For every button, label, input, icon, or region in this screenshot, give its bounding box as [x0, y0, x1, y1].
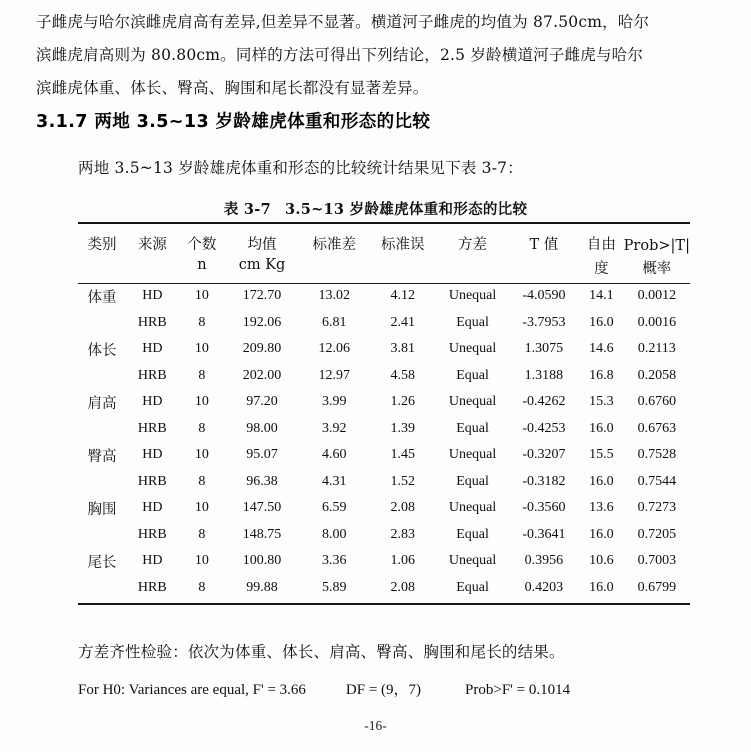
cell-stddev: 3.99	[321, 394, 347, 410]
cell-stddev: 12.97	[318, 367, 350, 383]
cell-category: 臀高	[87, 448, 117, 465]
col-subheader-mean: cm Kg	[238, 257, 286, 273]
body-paragraph-line-2: 滨雌虎肩高则为 80.80cm。同样的方法可得出下列结论，2.5 岁龄横道河子雌虎与哈尔	[36, 46, 644, 64]
cell-prob: 0.6799	[637, 579, 677, 595]
statistics-table-wrapper	[78, 224, 690, 601]
cell-prob: 0.2113	[637, 341, 676, 357]
cell-source: HRB	[137, 473, 167, 489]
cell-tvalue: 0.4203	[524, 579, 564, 595]
cell-tvalue: -0.4262	[522, 394, 566, 410]
table-caption-title: 3.5~13 岁龄雄虎体重和形态的比较	[284, 201, 528, 218]
cell-df: 16.8	[589, 367, 614, 383]
cell-source: HD	[142, 500, 163, 516]
col-subheader-stddev	[299, 256, 369, 283]
variance-test-note-cn: 方差齐性检验：依次为体重、体长、肩高、臀高、胸围和尾长的结果。	[78, 643, 565, 661]
col-header-variance: 方差	[458, 237, 488, 253]
cell-stddev: 8.00	[321, 526, 347, 542]
cell-stderr: 4.58	[390, 367, 416, 383]
cell-count: 10	[194, 500, 209, 516]
col-header-stddev: 标准差	[312, 237, 356, 253]
page-number: -16-	[364, 718, 387, 733]
cell-variance: Unequal	[448, 553, 497, 569]
cell-stderr: 2.08	[390, 500, 416, 516]
cell-df: 16.0	[589, 579, 614, 595]
cell-prob: 0.7544	[637, 473, 677, 489]
cell-variance: Equal	[456, 314, 489, 330]
cell-count: 8	[198, 367, 206, 383]
cell-stderr: 1.26	[390, 394, 416, 410]
cell-tvalue: -0.3641	[522, 526, 566, 542]
cell-source: HD	[142, 288, 163, 304]
statistics-table	[78, 224, 690, 601]
cell-variance: Equal	[456, 579, 489, 595]
cell-count: 8	[198, 420, 206, 436]
cell-category	[78, 522, 126, 549]
cell-category: 体长	[87, 342, 117, 359]
cell-tvalue: -0.3182	[522, 473, 566, 489]
table-body	[78, 283, 690, 601]
col-header-source: 来源	[137, 237, 167, 253]
cell-stderr: 4.12	[390, 288, 416, 304]
table-head	[78, 224, 690, 283]
cell-variance: Unequal	[448, 288, 497, 304]
table-bottom-rule	[78, 603, 690, 605]
cell-prob: 0.0012	[637, 288, 677, 304]
cell-mean: 148.75	[242, 526, 282, 542]
col-header-df: 自由	[586, 237, 616, 253]
cell-tvalue: -3.7953	[522, 314, 566, 330]
cell-df: 16.0	[589, 314, 614, 330]
cell-prob: 0.6760	[637, 394, 677, 410]
cell-variance: Equal	[456, 473, 489, 489]
col-subheader-stderr	[369, 256, 436, 283]
cell-mean: 95.07	[246, 447, 278, 463]
col-subheader-category	[78, 256, 126, 283]
cell-stderr: 3.81	[390, 341, 416, 357]
col-header-prob: Prob>|T|	[623, 238, 690, 254]
cell-variance: Unequal	[448, 500, 497, 516]
cell-variance: Unequal	[448, 341, 497, 357]
cell-variance: Unequal	[448, 447, 497, 463]
cell-df: 15.5	[589, 447, 614, 463]
col-header-count: 个数	[187, 237, 217, 253]
cell-df: 16.0	[589, 526, 614, 542]
cell-prob: 0.7528	[637, 447, 677, 463]
note-df-text: DF = (9，7)	[345, 682, 422, 698]
section-heading: 3.1.7 两地 3.5~13 岁龄雄虎体重和形态的比较	[36, 112, 431, 132]
note-hypothesis-text: For H0: Variances are equal, F' = 3.66	[78, 682, 306, 698]
cell-source: HRB	[137, 420, 167, 436]
cell-tvalue: -0.3207	[522, 447, 566, 463]
cell-prob: 0.2058	[637, 367, 677, 383]
table-row	[78, 442, 690, 469]
col-header-tvalue: T 值	[529, 237, 559, 253]
cell-source: HD	[142, 394, 163, 410]
col-subheader-tvalue	[509, 256, 579, 283]
cell-variance: Equal	[456, 526, 489, 542]
cell-category: 肩高	[87, 395, 117, 412]
cell-stderr: 2.83	[390, 526, 416, 542]
cell-variance: Unequal	[448, 394, 497, 410]
cell-stderr: 1.06	[390, 553, 416, 569]
cell-stderr: 1.39	[390, 420, 416, 436]
table-header-row-secondary	[78, 256, 690, 283]
cell-mean: 147.50	[242, 500, 282, 516]
cell-source: HD	[142, 447, 163, 463]
cell-df: 15.3	[589, 394, 614, 410]
cell-variance: Equal	[456, 367, 489, 383]
col-header-stderr: 标准误	[381, 237, 425, 253]
col-subheader-df: 度	[594, 261, 609, 277]
cell-df: 14.1	[589, 288, 614, 304]
cell-mean: 96.38	[246, 473, 278, 489]
table-row	[78, 310, 690, 337]
cell-stddev: 4.31	[321, 473, 347, 489]
cell-df: 14.6	[589, 341, 614, 357]
cell-category: 尾长	[87, 554, 117, 571]
cell-stderr: 1.45	[390, 447, 416, 463]
cell-count: 10	[194, 394, 209, 410]
cell-df: 13.6	[589, 500, 614, 516]
cell-stddev: 6.81	[321, 314, 347, 330]
cell-mean: 172.70	[242, 288, 282, 304]
cell-stddev: 4.60	[321, 447, 347, 463]
cell-stddev: 6.59	[321, 500, 347, 516]
col-header-mean: 均值	[247, 237, 277, 253]
cell-source: HRB	[137, 314, 167, 330]
cell-category: 体重	[87, 289, 117, 306]
table-row	[78, 336, 690, 363]
cell-mean: 192.06	[242, 314, 282, 330]
cell-count: 8	[198, 314, 206, 330]
cell-df: 16.0	[589, 473, 614, 489]
cell-tvalue: -4.0590	[522, 288, 566, 304]
cell-tvalue: 1.3188	[524, 367, 564, 383]
cell-source: HRB	[137, 579, 167, 595]
cell-mean: 97.20	[246, 394, 278, 410]
note-prob-text: Prob>F' = 0.1014	[465, 682, 571, 698]
cell-stderr: 2.41	[390, 314, 416, 330]
cell-df: 10.6	[589, 553, 614, 569]
cell-tvalue: -0.4253	[522, 420, 566, 436]
table-caption	[0, 198, 751, 219]
table-row	[78, 548, 690, 575]
cell-variance: Equal	[456, 420, 489, 436]
cell-category	[78, 575, 126, 602]
cell-tvalue: 0.3956	[524, 553, 564, 569]
cell-source: HRB	[137, 367, 167, 383]
cell-category	[78, 310, 126, 337]
cell-mean: 99.88	[246, 579, 278, 595]
variance-test-note-en	[78, 678, 570, 699]
cell-count: 8	[198, 473, 206, 489]
table-row	[78, 469, 690, 496]
cell-stderr: 1.52	[390, 473, 416, 489]
cell-df: 16.0	[589, 420, 614, 436]
cell-count: 10	[194, 447, 209, 463]
cell-prob: 0.6763	[637, 420, 677, 436]
col-subheader-count: n	[197, 257, 207, 273]
col-header-category: 类别	[87, 237, 117, 253]
cell-source: HD	[142, 553, 163, 569]
cell-count: 8	[198, 579, 206, 595]
cell-source: HRB	[137, 526, 167, 542]
table-row	[78, 495, 690, 522]
cell-count: 10	[194, 341, 209, 357]
cell-stderr: 2.08	[390, 579, 416, 595]
col-subheader-variance	[436, 256, 509, 283]
table-row	[78, 416, 690, 443]
col-subheader-source	[126, 256, 179, 283]
cell-prob: 0.0016	[637, 314, 677, 330]
cell-mean: 98.00	[246, 420, 278, 436]
cell-source: HD	[142, 341, 163, 357]
cell-mean: 100.80	[242, 553, 282, 569]
body-paragraph-line-3: 滨雌虎体重、体长、臀高、胸围和尾长都没有显著差异。	[36, 79, 429, 97]
body-paragraph-line-1: 子雌虎与哈尔滨雌虎肩高有差异,但差异不显著。横道河子雌虎的均值为 87.50cm，哈尔	[36, 13, 650, 31]
cell-category	[78, 363, 126, 390]
cell-count: 10	[194, 553, 209, 569]
table-row	[78, 575, 690, 602]
cell-tvalue: 1.3075	[524, 341, 564, 357]
table-row	[78, 389, 690, 416]
cell-category	[78, 416, 126, 443]
cell-mean: 202.00	[242, 367, 282, 383]
table-row	[78, 522, 690, 549]
table-header-row-primary	[78, 224, 690, 256]
table-row	[78, 363, 690, 390]
cell-stddev: 5.89	[321, 579, 347, 595]
col-subheader-prob: 概率	[642, 261, 672, 277]
cell-count: 8	[198, 526, 206, 542]
cell-category	[78, 469, 126, 496]
cell-stddev: 3.36	[321, 553, 347, 569]
cell-stddev: 3.92	[321, 420, 347, 436]
section-intro-text: 两地 3.5~13 岁龄雄虎体重和形态的比较统计结果见下表 3-7：	[78, 159, 523, 177]
table-row	[78, 283, 690, 310]
cell-prob: 0.7003	[637, 553, 677, 569]
cell-stddev: 13.02	[318, 288, 350, 304]
cell-stddev: 12.06	[318, 341, 350, 357]
cell-mean: 209.80	[242, 341, 282, 357]
cell-prob: 0.7273	[637, 500, 677, 516]
cell-tvalue: -0.3560	[522, 500, 566, 516]
cell-category: 胸围	[87, 501, 117, 518]
cell-prob: 0.7205	[637, 526, 677, 542]
cell-count: 10	[194, 288, 209, 304]
table-caption-number: 表 3-7	[223, 201, 271, 218]
